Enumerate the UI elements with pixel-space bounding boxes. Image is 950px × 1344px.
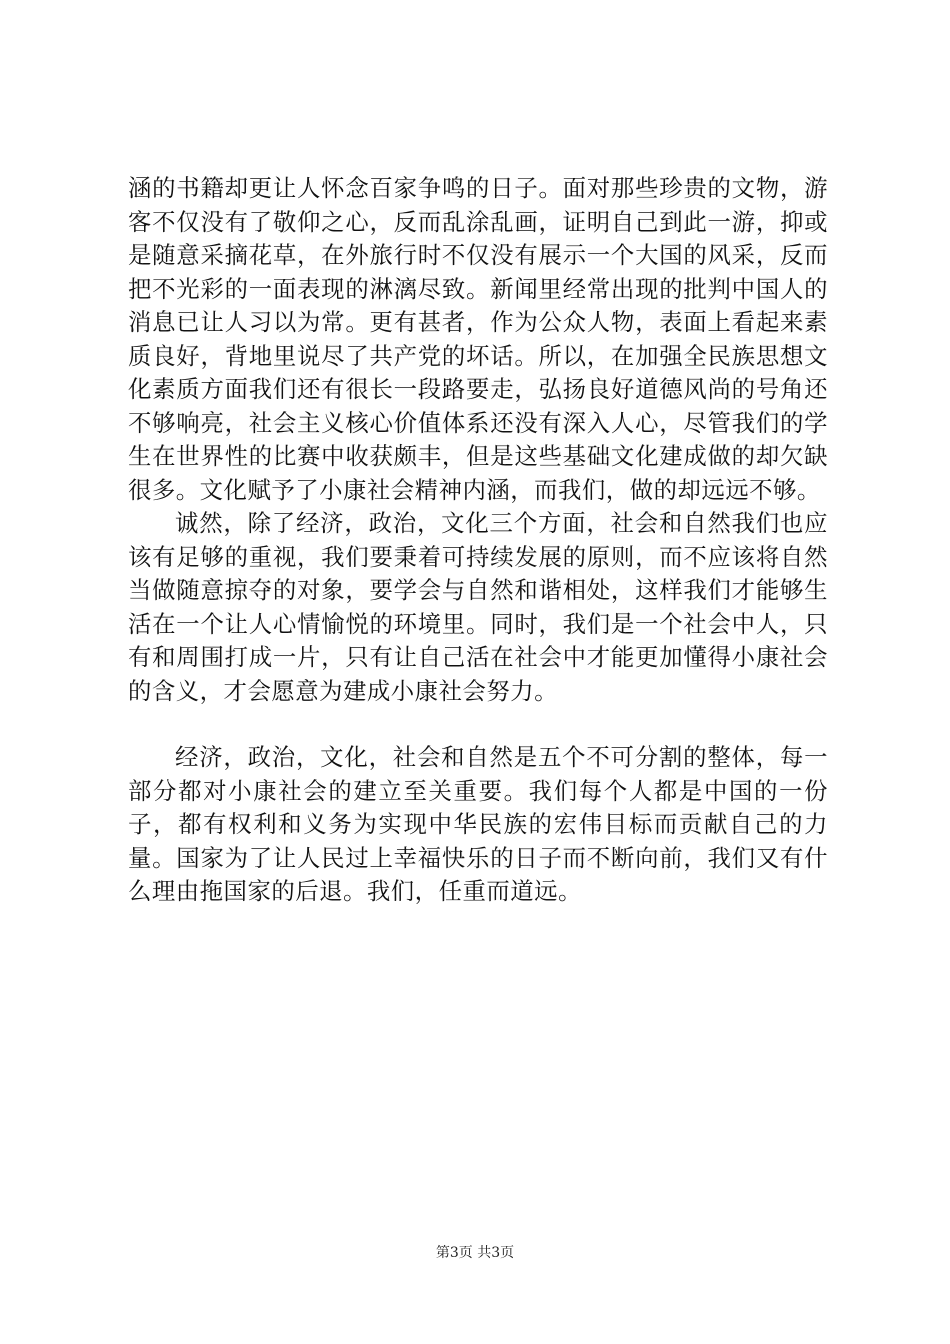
document-body	[128, 172, 828, 909]
paragraph-continued: 涵的书籍却更让人怀念百家争鸣的日子。面对那些珍贵的文物，游客不仅没有了敬仰之心，反而乱涂乱画，证明自己到此一游，抑或是随意采摘花草，在外旅行时不仅没有展示一个大国的风采，反而把不光彩的一面表现的淋漓尽致。新闻里经常出现的批判中国人的消息已让人习以为常。更有甚者，作为公众人物，表面上看起来素质良好，背地里说尽了共产党的坏话。所以，在加强全民族思想文化素质方面我们还有很长一段路要走，弘扬良好道德风尚的号角还不够响亮，社会主义核心价值体系还没有深入人心，尽管我们的学生在世界性的比赛中收获颇丰，但是这些基础文化建成做的却欠缺很多。文化赋予了小康社会精神内涵，而我们，做的却远远不够。	[128, 174, 828, 504]
page-footer	[0, 1244, 950, 1262]
page-number: 第3页 共3页	[435, 1245, 515, 1261]
paragraph-conclusion: 经济，政治，文化，社会和自然是五个不可分割的整体，每一部分都对小康社会的建立至关重要。我们每个人都是中国的一份子，都有权利和义务为实现中华民族的宏伟目标而贡献自己的力量。国家为了让人民过上幸福快乐的日子而不断向前，我们又有什么理由拖国家的后退。我们，任重而道远。	[128, 743, 828, 905]
paragraph-society-nature: 诚然，除了经济，政治，文化三个方面，社会和自然我们也应该有足够的重视，我们要秉着可持续发展的原则，而不应该将自然当做随意掠夺的对象，要学会与自然和谐相处，这样我们才能够生活在一个让人心情愉悦的环境里。同时，我们是一个社会中人，只有和周围打成一片，只有让自己活在社会中才能更加懂得小康社会的含义，才会愿意为建成小康社会努力。	[128, 509, 828, 705]
